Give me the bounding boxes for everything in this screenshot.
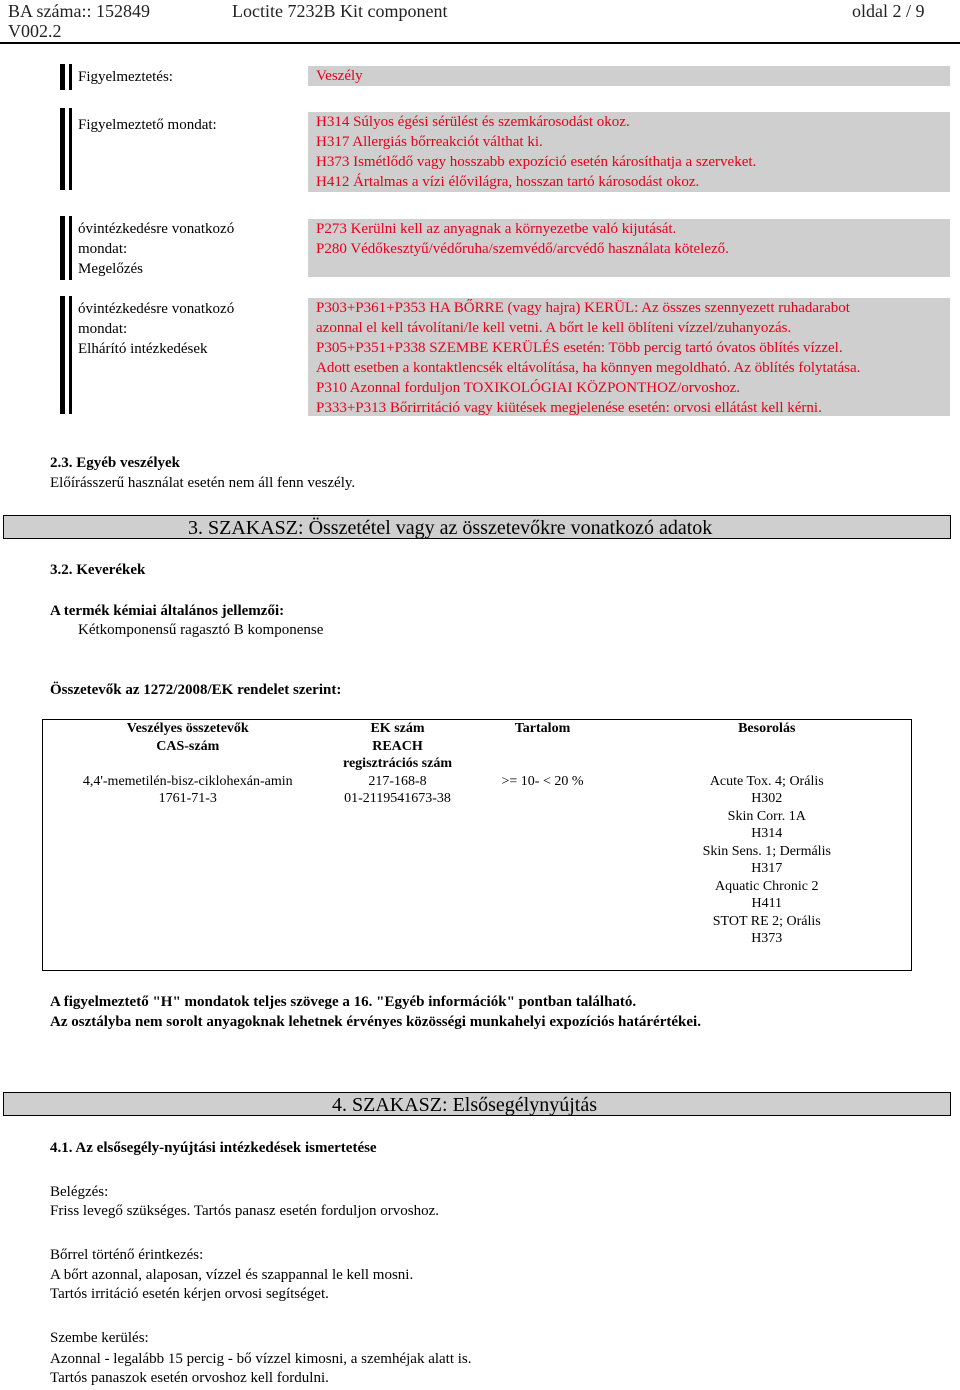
response-label-3: Elhárító intézkedések [78, 341, 208, 357]
response-label-1: óvintézkedésre vonatkozó [78, 301, 235, 317]
header-text: Tartalom [514, 721, 571, 736]
change-bar [69, 64, 72, 90]
header-ec [333, 720, 463, 773]
section4-title: 4. SZAKASZ: Elsősegélynyújtás [332, 1094, 597, 1116]
prevention-label-3: Megelőzés [78, 261, 143, 277]
table-row [43, 773, 912, 971]
page-number: oldal 2 / 9 [852, 1, 925, 21]
other-hazards-heading: 2.3. Egyéb veszélyek [50, 455, 180, 471]
response-label-2: mondat: [78, 321, 128, 337]
version: V002.2 [8, 21, 62, 41]
header-divider [0, 42, 960, 44]
inhalation-text: Friss levegő szükséges. Tartós panasz esetén forduljon orvoshoz. [50, 1203, 440, 1219]
classification-line: H373 [751, 931, 783, 946]
header-text: CAS-szám [156, 738, 220, 754]
signal-word-box [308, 66, 950, 86]
hazard-statement: H373 Ismétlődő vagy hosszabb expozíció esetén károsíthatja a szerveket. [316, 154, 757, 170]
change-bar [60, 216, 65, 280]
other-hazards-text: Előírásszerű használat esetén nem áll fenn veszély. [50, 475, 356, 491]
header-ingredient [43, 720, 333, 773]
response-statement: Adott esetben a kontaktlencsék eltávolítása, ha könnyen megoldható. Az öblítés folytatása. [316, 360, 861, 376]
inhalation-label: Belégzés: [50, 1184, 109, 1200]
hazard-statement: H314 Súlyos égési sérülést és szemkárosodást okoz. [316, 114, 630, 130]
response-statement: P333+P313 Bőrirritáció vagy kiütések megjelenése esetén: orvosi ellátást kell kérni. [316, 400, 822, 416]
change-bar [60, 296, 65, 414]
change-bar [60, 108, 65, 190]
reach-number: 01-2119541673-38 [344, 791, 451, 806]
ingredients-label: Összetevők az 1272/2008/EK rendelet szerint: [50, 682, 342, 698]
ingredient-name: 4,4'-memetilén-bisz-ciklohexán-amin [82, 773, 293, 789]
response-statement: P310 Azonnal forduljon TOXIKOLÓGIAI KÖZPONTHOZ/orvoshoz. [316, 380, 740, 396]
eye-contact-label: Szembe kerülés: [50, 1330, 149, 1346]
cell-classification [623, 773, 912, 971]
classification-line: Skin Corr. 1A [727, 808, 806, 824]
response-statement: P305+P351+P338 SZEMBE KERÜLÉS esetén: Több percig tartó óvatos öblítés vízzel. [316, 340, 843, 356]
cell-content [463, 773, 623, 971]
composition-table [42, 719, 912, 971]
header-text: regisztrációs szám [343, 756, 452, 771]
ec-number: 217-168-8 [368, 773, 427, 789]
skin-contact-label: Bőrrel történő érintkezés: [50, 1247, 204, 1263]
cell-ingredient [43, 773, 333, 971]
header-text: EK szám [370, 721, 425, 736]
first-aid-subheading: 4.1. Az elsősegély-nyújtási intézkedések ismertetése [50, 1140, 377, 1156]
classification-line: Skin Sens. 1; Dermális [702, 843, 831, 859]
content-value: >= 10- < 20 % [501, 773, 584, 789]
eye-contact-text: Azonnal - legalább 15 percig - bő vízzel kimosni, a szemhéjak alatt is. [50, 1351, 472, 1367]
document-id [8, 1, 150, 21]
classification-line: H302 [751, 791, 783, 806]
prevention-label-1: óvintézkedésre vonatkozó [78, 221, 235, 237]
skin-contact-text: A bőrt azonnal, alaposan, vízzel és szappannal le kell mosni. [50, 1267, 414, 1283]
change-bar [69, 216, 72, 280]
signal-word-label: Figyelmeztetés: [78, 69, 173, 85]
prevention-label-2: mondat: [78, 241, 128, 257]
cas-number: 1761-71-3 [158, 791, 217, 806]
classification-line: H314 [751, 826, 783, 841]
cell-ec [333, 773, 463, 971]
general-char-label: A termék kémiai általános jellemzői: [50, 603, 285, 619]
prevention-statement: P273 Kerülni kell az anyagnak a környezetbe való kijutását. [316, 221, 677, 237]
change-bar [69, 108, 72, 190]
header-content [463, 720, 623, 773]
response-statement: azonnal el kell távolítani/le kell vetni. A bőrt le kell öblíteni vízzel/zuhanyozás. [316, 320, 792, 336]
h-statements-note: A figyelmeztető "H" mondatok teljes szövege a 16. "Egyéb információk" pontban található. [50, 994, 637, 1010]
classification-line: H317 [751, 861, 783, 876]
exposure-limits-note: Az osztályba nem sorolt anyagoknak lehetnek érvényes közösségi munkahelyi expozíciós határértékei. [50, 1014, 701, 1030]
response-statement: P303+P361+P353 HA BŐRRE (vagy hajra) KERÜL: Az összes szennyezett ruhadarabot [316, 300, 850, 316]
classification-line: Acute Tox. 4; Orális [709, 773, 824, 789]
classification-line: STOT RE 2; Orális [712, 913, 821, 929]
header-classification [623, 720, 912, 773]
hazard-statement: H412 Ártalmas a vízi élővilágra, hosszan tartó károsodást okoz. [316, 174, 700, 190]
ba-number: 152849 [96, 1, 150, 21]
general-char-value: Kétkomponensű ragasztó B komponense [78, 622, 324, 638]
section3-title: 3. SZAKASZ: Összetétel vagy az összetevőkre vonatkozó adatok [188, 517, 713, 539]
header-text: Veszélyes összetevők [126, 721, 249, 736]
change-bar [69, 296, 72, 414]
hazard-statement: H317 Allergiás bőrreakciót válthat ki. [316, 134, 543, 150]
product-name: Loctite 7232B Kit component [232, 1, 448, 21]
ba-label: BA száma:: [8, 1, 92, 21]
hazard-statement-label: Figyelmeztető mondat: [78, 117, 217, 133]
signal-word: Veszély [316, 68, 363, 84]
eye-contact-text: Tartós panaszok esetén orvoshoz kell fordulni. [50, 1370, 329, 1386]
prevention-statement: P280 Védőkesztyű/védőruha/szemvédő/arcvédő használata kötelező. [316, 241, 729, 257]
header-text: Besorolás [738, 721, 796, 736]
classification-line: Aquatic Chronic 2 [715, 878, 819, 894]
classification-line: H411 [751, 896, 783, 911]
change-bar [60, 64, 65, 90]
mixtures-heading: 3.2. Keverékek [50, 562, 146, 578]
skin-contact-text: Tartós irritáció esetén kérjen orvosi segítséget. [50, 1286, 329, 1302]
table-header-row [43, 720, 912, 773]
header-text: REACH [372, 738, 423, 754]
